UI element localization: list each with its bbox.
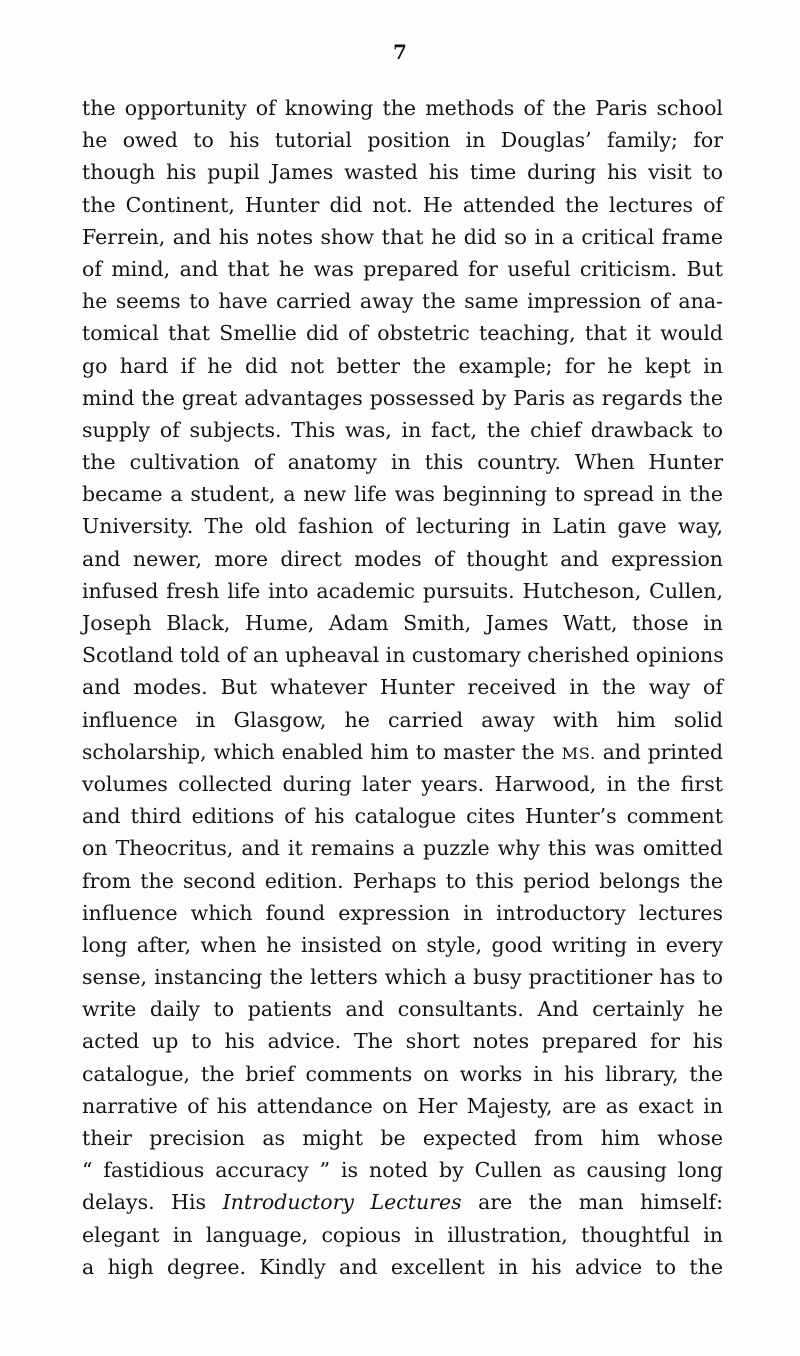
text-line: on Theocritus, and it remains a puzzle why this was omitted	[82, 836, 723, 861]
text-line: Ferrein, and his notes show that he did so in a critical frame	[82, 224, 723, 249]
text-line: became a student, a new life was beginning to spread in the	[82, 482, 723, 507]
text-line: supply of subjects. This was, in fact, the chief drawback to	[82, 417, 723, 442]
text-line: he owed to his tutorial position in Douglas’ family; for	[82, 128, 723, 153]
body-text	[82, 92, 723, 1283]
text-segment: and printed	[602, 739, 723, 764]
text-segment: scholarship, which enabled him to master the	[82, 739, 555, 764]
text-line: and modes. But whatever Hunter received in the way of	[82, 675, 723, 700]
text-line: catalogue, the brief comments on works in his library, the	[82, 1061, 723, 1086]
page-number: 7	[393, 40, 407, 64]
text-line: elegant in language, copious in illustration, thoughtful in	[82, 1222, 723, 1247]
text-line: go hard if he did not better the example; for he kept in	[82, 353, 723, 378]
text-line-with-small-caps	[82, 736, 723, 768]
text-line: and third editions of his catalogue cites Hunter’s comment	[82, 804, 723, 829]
text-line: Joseph Black, Hume, Adam Smith, James Watt, those in	[82, 611, 723, 635]
text-segment: delays. His	[82, 1190, 207, 1215]
text-line: influence which found expression in introductory lectures	[82, 900, 723, 925]
text-line: he seems to have carried away the same impression of ana-	[82, 289, 723, 314]
text-line: University. The old fashion of lecturing in Latin gave way,	[82, 514, 723, 539]
text-line: Scotland told of an upheaval in customary cherished opinions	[82, 643, 724, 668]
text-line: the Continent, Hunter did not. He attended the lectures of	[82, 192, 723, 217]
text-line: the cultivation of anatomy in this country. When Hunter	[82, 450, 723, 475]
text-line: though his pupil James wasted his time during his visit to	[82, 160, 723, 185]
small-caps-abbreviation: MS.	[561, 743, 596, 763]
text-line: mind the great advantages possessed by Paris as regards the	[82, 385, 723, 410]
text-line: long after, when he insisted on style, good writing in every	[82, 932, 723, 957]
text-line: volumes collected during later years. Harwood, in the first	[82, 771, 723, 796]
text-line: the opportunity of knowing the methods of the Paris school	[82, 96, 723, 120]
text-line: a high degree. Kindly and excellent in his advice to the	[82, 1254, 723, 1279]
text-line: “ fastidious accuracy ” is noted by Cullen as causing long	[82, 1158, 723, 1183]
text-line: influence in Glasgow, he carried away with him solid	[82, 707, 723, 732]
text-line-with-italic-title	[82, 1186, 723, 1218]
text-line: from the second edition. Perhaps to this period belongs the	[82, 868, 723, 893]
text-line: of mind, and that he was prepared for useful criticism. But	[82, 256, 723, 281]
text-line: narrative of his attendance on Her Majesty, are as exact in	[82, 1093, 723, 1118]
text-line: write daily to patients and consultants. And certainly he	[82, 997, 723, 1022]
text-segment: are the man himself:	[478, 1190, 723, 1215]
text-line: infused fresh life into academic pursuits. Hutcheson, Cullen,	[82, 578, 723, 603]
text-line: and newer, more direct modes of thought and expression	[82, 546, 723, 571]
text-line: tomical that Smellie did of obstetric teaching, that it would	[82, 321, 723, 346]
text-line: their precision as might be expected from him whose	[82, 1126, 723, 1150]
text-line: acted up to his advice. The short notes prepared for his	[82, 1029, 723, 1054]
text-line: sense, instancing the letters which a busy practitioner has to	[82, 965, 723, 990]
italic-title: Introductory Lectures	[222, 1190, 462, 1215]
